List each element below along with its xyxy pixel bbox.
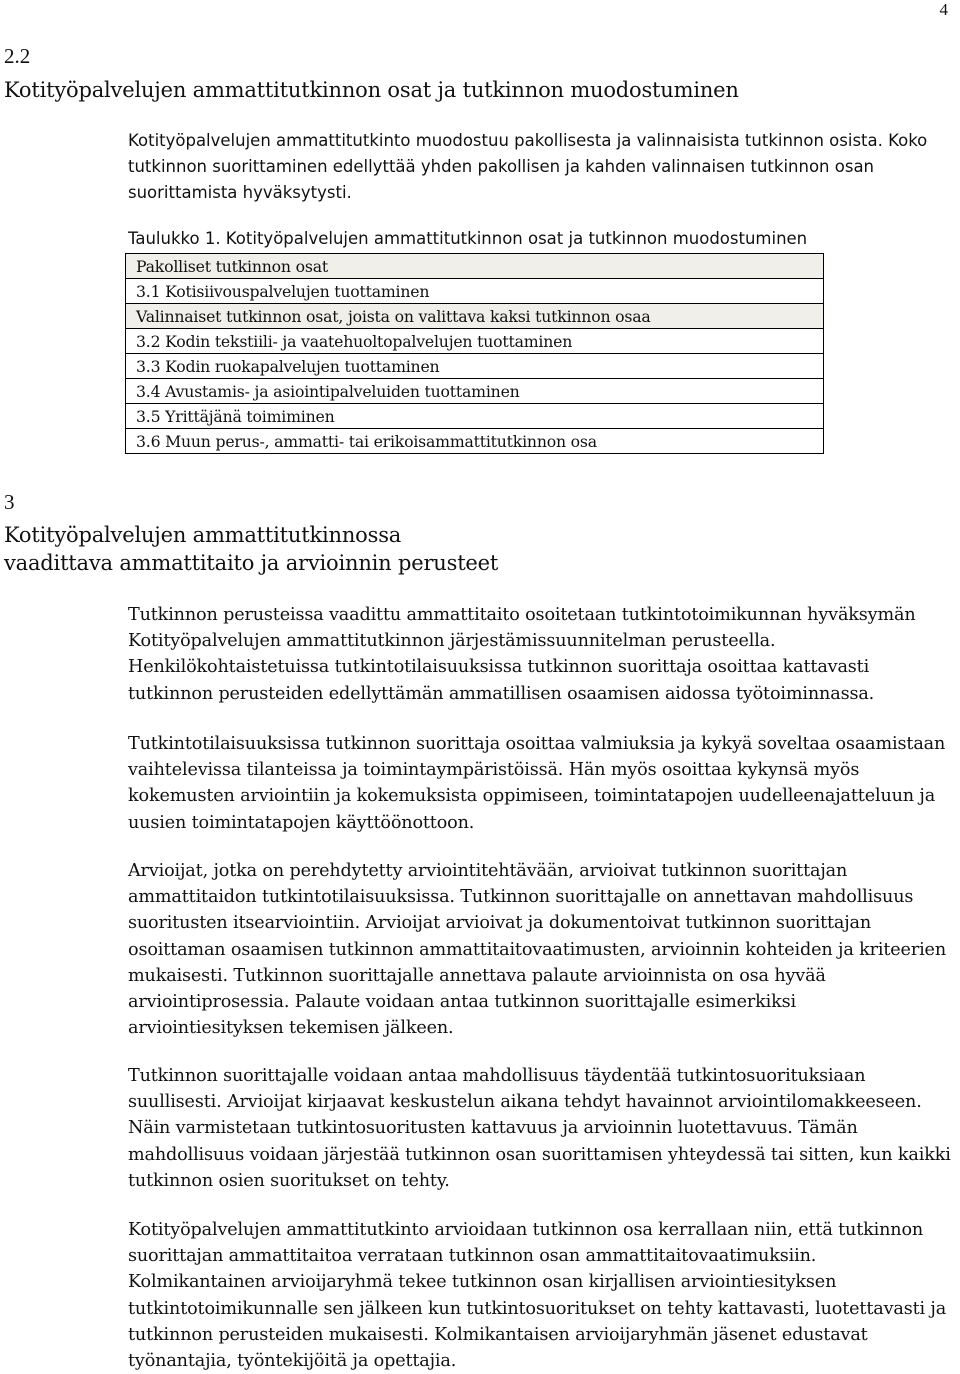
table-row <box>126 254 824 279</box>
table-row <box>126 329 824 354</box>
table-cell: Valinnaiset tutkinnon osat, joista on valittava kaksi tutkinnon osaa <box>126 304 824 329</box>
table-cell: 3.2 Kodin tekstiili- ja vaatehuoltopalvelujen tuottaminen <box>126 329 824 354</box>
section-number: 2.2 <box>4 44 31 68</box>
table-row <box>126 404 824 429</box>
body-paragraph: Arvioijat, jotka on perehdytetty arviointitehtävään, arvioivat tutkinnon suorittajan ammattitaidon tutkintotilaisuuksissa. Tutkinnon suorittajalle on annettavan mahdollisuus suoritusten itsearviointiin. Arvioijat arvioivat ja dokumentoivat tutkinnon suorittajan osoittaman osaamisen tutkinnon ammattitaitovaatimusten, arvioinnin kohteiden ja kriteerien mukaisesti. Tutkinnon suorittajalle annettava palaute arvioinnista on osa hyvää arviointiprosessia. Palaute voidaan antaa tutkinnon suorittajalle esimerkiksi arviointiesityksen tekemisen jälkeen. <box>128 861 946 1039</box>
table-row <box>126 379 824 404</box>
section-title: Kotityöpalvelujen ammattitutkinnon osat ja tutkinnon muodostuminen <box>4 78 739 102</box>
section-title-line-2: vaadittava ammattitaito ja arvioinnin perusteet <box>4 551 499 575</box>
table-row <box>126 279 824 304</box>
body-paragraph: Tutkinnon suorittajalle voidaan antaa mahdollisuus täydentää tutkintosuorituksiaan suullisesti. Arvioijat kirjaavat keskustelun aikana tehdyt havainnot arviointilomakkeeseen. Näin varmistetaan tutkintosuoritusten kattavuus ja arvioinnin luotettavuus. Tämän mahdollisuus voidaan järjestää tutkinnon osan suorittamisen yhteydessä tai sitten, kun kaikki tutkinnon osien suoritukset on tehty. <box>128 1066 951 1191</box>
table-row <box>126 304 824 329</box>
page-number: 4 <box>939 0 948 19</box>
table-row <box>126 354 824 379</box>
table-cell: 3.5 Yrittäjänä toimiminen <box>126 404 824 429</box>
table-cell: 3.6 Muun perus-, ammatti- tai erikoisammattitutkinnon osa <box>126 429 824 454</box>
body-paragraph: Tutkintotilaisuuksissa tutkinnon suorittaja osoittaa valmiuksia ja kykyä soveltaa osaamistaan vaihtelevissa tilanteissa ja toimintaympäristöissä. Hän myös osoittaa kykynsä myös kokemusten arviointiin ja kokemuksista oppimiseen, toimintatapojen uudelleenajatteluun ja uusien toimintatapojen käyttöönottoon. <box>128 734 946 833</box>
body-paragraph: Tutkinnon perusteissa vaadittu ammattitaito osoitetaan tutkintotoimikunnan hyväksymän Kotityöpalvelujen ammattitutkinnon järjestämissuunnitelman perusteella. Henkilökohtaistetuissa tutkintotilaisuuksissa tutkinnon suorittaja osoittaa kattavasti tutkinnon perusteiden edellyttämän ammatillisen osaamisen aidossa työtoiminnassa. <box>128 605 916 704</box>
table-row <box>126 429 824 454</box>
table-cell: 3.4 Avustamis- ja asiointipalveluiden tuottaminen <box>126 379 824 404</box>
table-cell: Pakolliset tutkinnon osat <box>126 254 824 279</box>
intro-paragraph: Kotityöpalvelujen ammattitutkinto muodostuu pakollisesta ja valinnaisista tutkinnon osista. Koko tutkinnon suorittaminen edellyttää yhden pakollisen ja kahden valinnaisen tutkinnon osan suorittamista hyväksytysti. <box>128 131 928 203</box>
section-title-line-1: Kotityöpalvelujen ammattitutkinnossa <box>4 523 402 547</box>
table-caption: Taulukko 1. Kotityöpalvelujen ammattitutkinnon osat ja tutkinnon muodostuminen <box>128 229 808 248</box>
table-cell: 3.1 Kotisiivouspalvelujen tuottaminen <box>126 279 824 304</box>
body-paragraph: Kotityöpalvelujen ammattitutkinto arvioidaan tutkinnon osa kerrallaan niin, että tutkinnon suorittajan ammattitaitoa verrataan tutkinnon osan ammattitaitovaatimuksiin. Kolmikantainen arvioijaryhmä tekee tutkinnon osan kirjallisen arviointiesityksen tutkintotoimikunnalle sen jälkeen kun tutkintosuoritukset on tehty kattavasti, luotettavasti ja tutkinnon perusteiden mukaisesti. Kolmikantaisen arvioijaryhmän jäsenet edustavat työnantajia, työntekijöitä ja opettajia. <box>128 1220 947 1372</box>
section-number: 3 <box>4 490 15 514</box>
table-cell: 3.3 Kodin ruokapalvelujen tuottaminen <box>126 354 824 379</box>
modules-table <box>125 253 824 454</box>
